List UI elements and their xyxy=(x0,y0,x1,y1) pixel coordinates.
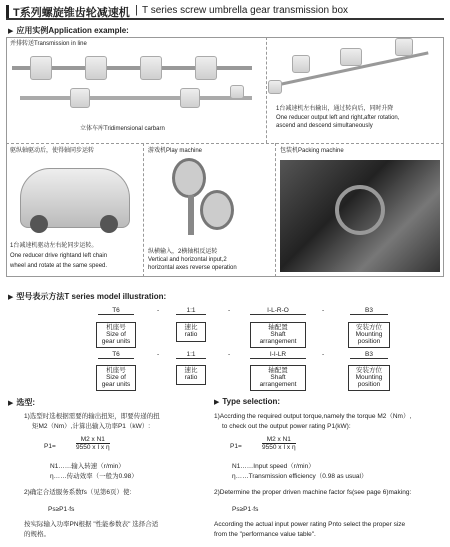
sel-cn-step2: 2)确定合适服务系数fs（见第6页）使: xyxy=(24,489,132,496)
sel-cn-step1b: 矩M2（Nm）,计算出输入功率P1（kW）: xyxy=(32,423,151,430)
sel-en-step3b: from the "performance value table". xyxy=(214,531,316,538)
selection-cn-title: ▶ 选型: xyxy=(8,398,36,407)
gearbox-figure-1 xyxy=(30,56,52,80)
grid-divider-v3 xyxy=(275,143,276,277)
grid-divider-h xyxy=(6,143,444,144)
sel-cn-formula: $\frac{\text{M2 x N1}}{\text{9550 x I x η}}$ xyxy=(76,436,110,451)
model2-dash-3: - xyxy=(322,351,325,358)
lifting-gearbox-3 xyxy=(395,38,413,56)
model2-dash-2: - xyxy=(228,351,231,358)
model1-ratio: 1:1 xyxy=(176,307,206,315)
play-label: 游戏机Play machine xyxy=(148,148,203,154)
car-en1: One reducer drive rightand left chain xyxy=(10,253,108,259)
lifting-gearbox-4 xyxy=(230,85,244,99)
model1-box-ratio: 速比 ratio xyxy=(176,322,206,342)
section-arrow-icon: ▶ xyxy=(8,293,14,301)
sel-cn-n1: N1……输入转速（r/min） xyxy=(50,463,125,470)
model2-box-mount: 安装方位 Mounting position xyxy=(348,365,390,391)
model1-dash-2: - xyxy=(228,307,231,314)
model2-size: T6 xyxy=(98,351,134,359)
grid-divider-v2 xyxy=(143,143,144,277)
title-en: T series screw umbrella gear transmission box xyxy=(142,5,349,16)
application-section-title: ▶ 应用实例Application example: xyxy=(8,26,129,35)
carbarn-shaft xyxy=(20,96,252,100)
car-wheel-right xyxy=(100,215,118,233)
gearbox-figure-4 xyxy=(195,56,217,80)
lifting-en1: One reducer output left and right,after rotation, xyxy=(276,115,400,121)
car-en2: wheel and rotate at the same speed. xyxy=(10,263,108,269)
play-wheel-top xyxy=(172,158,206,198)
header-bar xyxy=(6,5,9,18)
sel-cn-ps: Ps≥P1·fs xyxy=(48,506,75,513)
packing-gear-figure xyxy=(335,185,385,235)
model1-mount: B3 xyxy=(350,307,388,315)
model1-box-mount: 安装方位 Mounting position xyxy=(348,322,390,348)
lifting-gearbox-2 xyxy=(340,48,362,66)
sel-en-step1b: to check out the output power rating P1(kW): xyxy=(222,423,351,430)
model1-dash-1: - xyxy=(157,307,160,314)
model1-size: T6 xyxy=(98,307,134,315)
sel-cn-step3a: 按实际输入功率PN根据 "性能参数表" 选择合适 xyxy=(24,521,159,528)
car-label: 驱纵轴驱动后，使得轴同步运转 xyxy=(10,148,95,154)
model1-box-shaft: 轴配置 Shaft arrangement xyxy=(250,322,306,348)
model1-shaft: I-L-R-O xyxy=(250,307,306,315)
sel-cn-eta: η……传动效率（一般为0.98） xyxy=(50,473,138,480)
lifting-gearbox-1 xyxy=(292,55,310,73)
title-divider: | xyxy=(135,4,138,16)
model2-shaft: I-I-LR xyxy=(250,351,306,359)
model1-box-size: 机座号 Size of gear units xyxy=(96,322,136,348)
section-arrow-icon: ▶ xyxy=(214,398,220,406)
model1-dash-3: - xyxy=(322,307,325,314)
packing-label: 包装机Packing machine xyxy=(280,148,344,154)
lifting-cn: 1台减速机左右输出，通过转向后，同时升降 xyxy=(276,106,394,112)
play-cn: 纵横输入，2横轴相反运转 xyxy=(148,249,218,255)
model2-box-shaft: 轴配置 Shaft arrangement xyxy=(250,365,306,391)
sel-en-formula: $\frac{\text{M2 x N1}}{\text{9550 x I x η}}$ xyxy=(262,436,296,451)
gearbox-figure-3 xyxy=(140,56,162,80)
page-header xyxy=(6,4,444,20)
grid-divider-v1 xyxy=(266,37,267,143)
model2-mount: B3 xyxy=(350,351,388,359)
sel-cn-step3b: 的规格。 xyxy=(24,531,50,538)
sel-en-step2: 2)Determine the proper driven machine factor fs(see page 6)making: xyxy=(214,489,412,496)
sel-cn-step1a: 1)选型时选根据需要的输出扭矩，即要传递的扭 xyxy=(24,413,160,420)
car-wheel-left xyxy=(30,215,48,233)
sel-en-n1: N1……Input speed（r/min） xyxy=(232,463,315,470)
sel-en-step1a: 1)Accrding the required output torque,namely the torque M2（Nm）, xyxy=(214,413,412,420)
play-wheel-bottom xyxy=(200,190,234,230)
play-shaft xyxy=(188,195,194,235)
sel-en-eta: η……Transmission efficiency（0.98 as usual） xyxy=(232,473,368,480)
play-en1: Vertical and horizontal input,2 xyxy=(148,257,227,263)
lifting-en2: ascend and descend simultaneously xyxy=(276,123,373,129)
model2-box-size: 机座号 Size of gear units xyxy=(96,365,136,391)
lifting-gearbox-5 xyxy=(268,80,282,94)
model2-box-ratio: 速比 ratio xyxy=(176,365,206,385)
inline-label: 并排转送Transmission in line xyxy=(10,41,87,47)
title-cn: T系列螺旋锥齿轮减速机 xyxy=(13,7,130,19)
gearbox-figure-2 xyxy=(85,56,107,80)
gearbox-figure-6 xyxy=(180,88,200,108)
sel-cn-p1: P1= xyxy=(44,443,56,450)
sel-en-ps: Ps≥P1·fs xyxy=(232,506,259,513)
gearbox-figure-5 xyxy=(70,88,90,108)
sel-en-p1: P1= xyxy=(230,443,242,450)
section-arrow-icon: ▶ xyxy=(8,399,14,407)
car-cn: 1台减速机驱动左右轮同步运转。 xyxy=(10,243,98,249)
carbarn-label: 立体车库Tridimensional carbarn xyxy=(80,126,165,132)
model2-dash-1: - xyxy=(157,351,160,358)
model-section-title: ▶ 型号表示方法T series model illustration: xyxy=(8,292,167,301)
sel-en-step3a: According the actual input power rating Pnto select the proper size xyxy=(214,521,406,528)
section-arrow-icon: ▶ xyxy=(8,27,14,35)
model2-ratio: 1:1 xyxy=(176,351,206,359)
play-en2: horizontal axes reverse operation xyxy=(148,265,237,271)
selection-en-title: ▶ Type selection: xyxy=(214,397,281,406)
